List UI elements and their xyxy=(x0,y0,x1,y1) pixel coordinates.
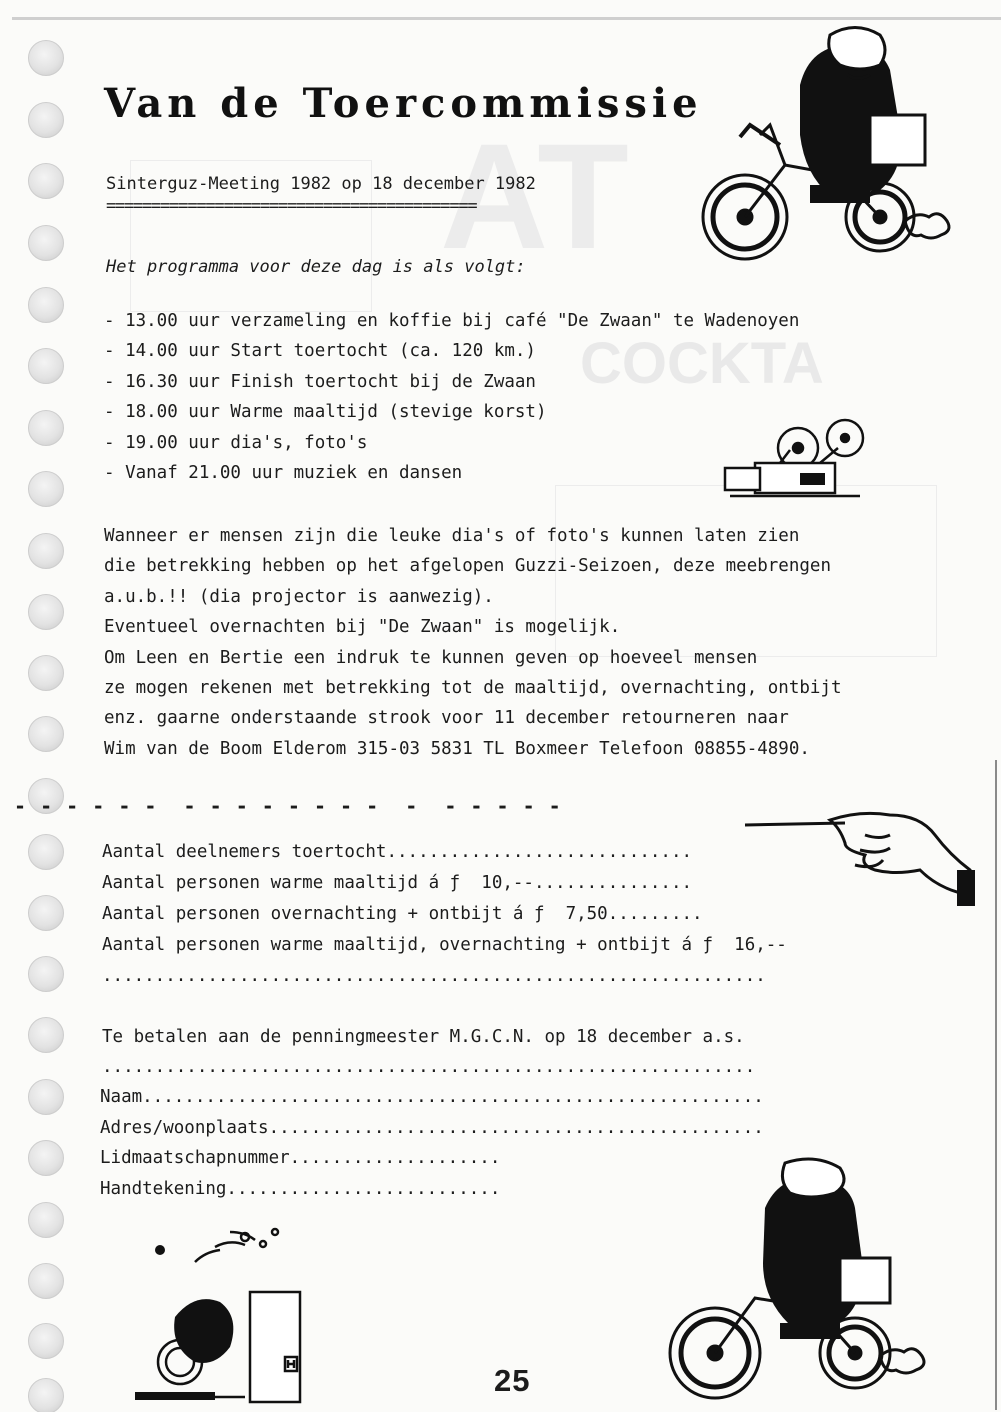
signature-field[interactable]: Handtekening.......................... xyxy=(100,1178,501,1199)
registration-form xyxy=(102,837,787,992)
program-intro: Het programma voor deze dag is als volgt: xyxy=(106,257,526,277)
binder-hole xyxy=(28,1263,64,1299)
show-through-text: AT xyxy=(440,112,629,280)
binder-hole xyxy=(28,471,64,507)
binder-hole xyxy=(28,410,64,446)
cut-line: - - - - - - - - - - - - - - - - - - - - xyxy=(14,794,562,818)
form-row-dinner[interactable]: Aantal personen warme maaltijd á ƒ 10,--............... xyxy=(102,873,693,893)
page-number: 25 xyxy=(494,1363,531,1398)
binder-hole xyxy=(28,287,64,323)
form-row-overnight[interactable]: Aantal personen overnachting + ontbijt á ƒ 7,50......... xyxy=(102,904,703,924)
body-line: a.u.b.!! (dia projector is aanwezig). xyxy=(104,586,494,607)
binder-hole xyxy=(28,1378,64,1412)
schedule-item: - 19.00 uur dia's, foto's xyxy=(104,432,368,453)
schedule-item: - 18.00 uur Warme maaltijd (stevige korst) xyxy=(104,402,547,423)
body-line: Om Leen en Bertie een indruk te kunnen geven op hoeveel mensen xyxy=(104,647,758,668)
binder-hole xyxy=(28,834,64,870)
binder-hole xyxy=(28,40,64,76)
address-field[interactable]: Adres/woonplaats............................................... xyxy=(100,1117,764,1138)
fallen-rider-illustration xyxy=(135,1222,320,1407)
body-line: Wim van de Boom Elderom 315-03 5831 TL Boxmeer Telefoon 08855-4890. xyxy=(104,738,810,759)
binder-hole xyxy=(28,163,64,199)
binder-hole xyxy=(28,225,64,261)
film-projector-illustration xyxy=(720,418,870,503)
binder-hole xyxy=(28,1140,64,1176)
binder-hole xyxy=(28,348,64,384)
form-row-full-package[interactable]: Aantal personen warme maaltijd, overnachting + ontbijt á ƒ 16,-- xyxy=(102,935,787,955)
program-schedule xyxy=(104,306,799,488)
payment-text: Te betalen aan de penningmeester M.G.C.N. op 18 december a.s. xyxy=(102,1027,745,1047)
payment-dotted-line[interactable]: .............................................................. xyxy=(102,1057,756,1077)
binder-hole xyxy=(28,716,64,752)
body-line: die betrekking hebben op het afgelopen Guzzi-Seizoen, deze meebrengen xyxy=(104,556,831,577)
body-line: ze mogen rekenen met betrekking tot de maaltijd, overnachting, ontbijt xyxy=(104,677,842,698)
schedule-item: - 14.00 uur Start toertocht (ca. 120 km.) xyxy=(104,341,536,362)
show-through-text: COCKTA xyxy=(580,331,824,396)
binder-hole xyxy=(28,594,64,630)
binder-hole xyxy=(28,956,64,992)
payment-section xyxy=(102,1022,755,1082)
binder-hole xyxy=(28,102,64,138)
body-line: Wanneer er mensen zijn die leuke dia's of foto's kunnen laten zien xyxy=(104,526,800,546)
page-title: Van de Toercommissie xyxy=(104,80,703,127)
binder-hole xyxy=(28,533,64,569)
binder-hole xyxy=(28,1323,64,1359)
body-line: Eventueel overnachten bij "De Zwaan" is mogelijk. xyxy=(104,617,621,638)
binder-holes xyxy=(28,0,68,1412)
binder-hole xyxy=(28,1017,64,1053)
binder-hole xyxy=(28,1202,64,1238)
motorcycle-rider-illustration-bottom xyxy=(655,1158,935,1408)
form-row-participants[interactable]: Aantal deelnemers toertocht............................. xyxy=(102,842,693,862)
name-field[interactable]: Naam........................................................... xyxy=(100,1087,764,1107)
schedule-item: - 16.30 uur Finish toertocht bij de Zwaan xyxy=(104,371,536,392)
binder-hole xyxy=(28,1079,64,1115)
schedule-item: - Vanaf 21.00 uur muziek en dansen xyxy=(104,462,463,483)
form-row-dotted[interactable]: ............................................................... xyxy=(102,966,766,986)
subtitle-underline: ========================================= xyxy=(106,196,477,216)
event-subtitle: Sinterguz-Meeting 1982 op 18 december 1982 xyxy=(106,174,536,194)
motorcycle-rider-illustration-top xyxy=(690,25,960,265)
membership-number-field[interactable]: Lidmaatschapnummer.................... xyxy=(100,1148,501,1168)
schedule-item: - 13.00 uur verzameling en koffie bij café "De Zwaan" te Wadenoyen xyxy=(104,311,800,331)
top-rule xyxy=(12,17,1001,20)
body-line: enz. gaarne onderstaande strook voor 11 december retourneren naar xyxy=(104,708,789,729)
body-paragraph xyxy=(104,521,842,764)
pointing-hand-illustration xyxy=(735,795,975,910)
binder-hole xyxy=(28,655,64,691)
binder-hole xyxy=(28,895,64,931)
right-edge-line xyxy=(995,760,997,1410)
